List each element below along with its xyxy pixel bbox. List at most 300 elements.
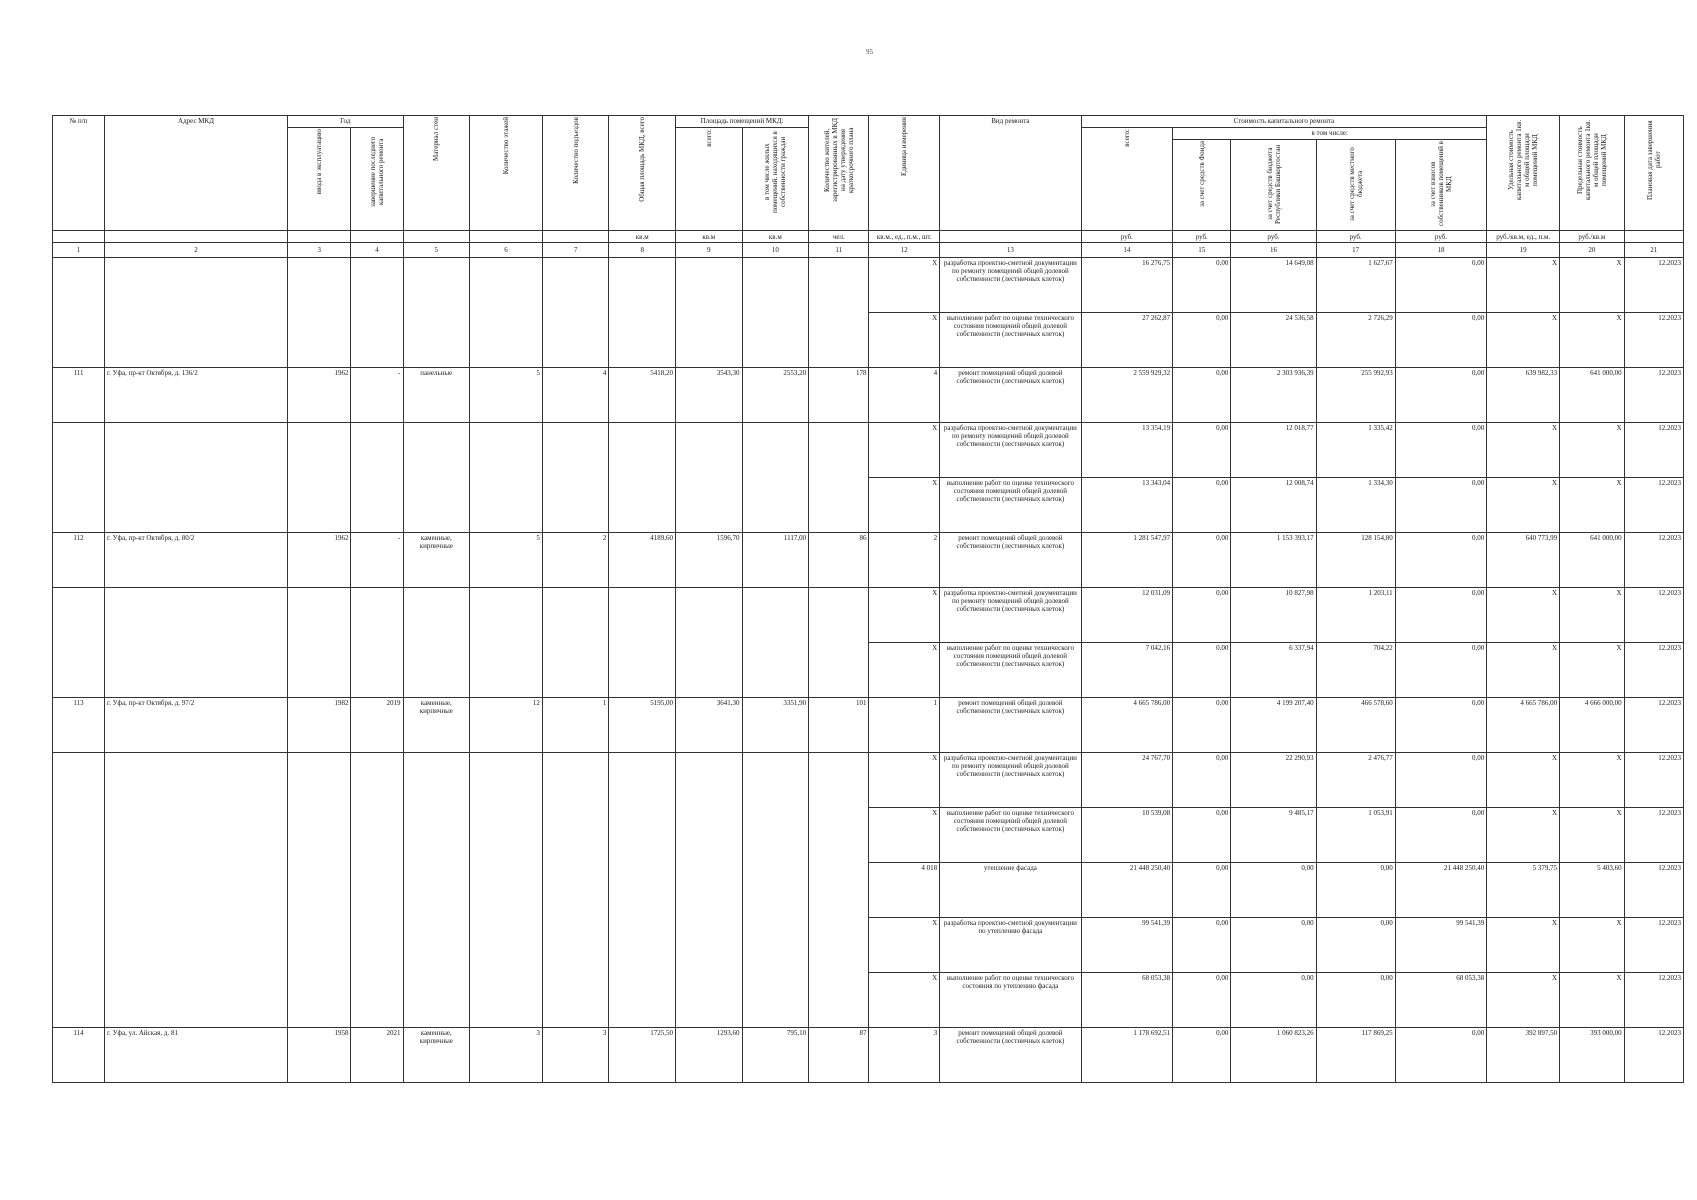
- cost-local-cell: 2 476,77: [1316, 753, 1395, 808]
- address-cell: г. Уфа, пр-кт Октября, д. 97/2: [105, 698, 288, 753]
- unit-value-cell: X: [869, 588, 940, 643]
- year-last-repair-cell: [351, 808, 403, 863]
- column-number: 13: [940, 243, 1081, 258]
- area-total-cell: [675, 973, 742, 1028]
- address-cell: [105, 808, 288, 863]
- unit-value-cell: X: [869, 423, 940, 478]
- unit-value-cell: X: [869, 643, 940, 698]
- area-total-cell: 3641,30: [675, 698, 742, 753]
- year-commissioning-cell: [288, 753, 351, 808]
- col-header-unit: Единица измерения: [869, 116, 940, 231]
- cost-total-cell: 21 448 250,40: [1081, 863, 1173, 918]
- cost-republic-cell: 9 485,17: [1231, 808, 1316, 863]
- floors-cell: [470, 478, 543, 533]
- floors-cell: [470, 973, 543, 1028]
- cost-owners-cell: 68 053,38: [1395, 973, 1487, 1028]
- limit-cost-cell: 641 000,00: [1560, 533, 1624, 588]
- planned-date-cell: 12.2023: [1624, 863, 1683, 918]
- year-commissioning-cell: 1962: [288, 368, 351, 423]
- repair-type-cell: ремонт помещений общей долевой собственности (лестничных клеток): [940, 368, 1081, 423]
- address-cell: [105, 973, 288, 1028]
- table-row: [53, 313, 1684, 368]
- column-number: 11: [809, 243, 869, 258]
- year-last-repair-cell: [351, 588, 403, 643]
- row-number: [53, 423, 105, 478]
- total-area-cell: [609, 313, 676, 368]
- repair-type-cell: выполнение работ по оценке технического состояния помещений общей долевой собственности (лестничных клеток): [940, 643, 1081, 698]
- cost-owners-cell: 21 448 250,40: [1395, 863, 1487, 918]
- area-residential-cell: 795,10: [742, 1028, 809, 1083]
- col-header-cost-subgroup: в том числе:: [1173, 128, 1487, 140]
- cost-total-cell: 4 665 786,00: [1081, 698, 1173, 753]
- area-total-cell: [675, 588, 742, 643]
- row-number: [53, 753, 105, 808]
- unit-cost-cell: X: [1487, 918, 1560, 973]
- table-row: [53, 533, 1684, 588]
- area-residential-cell: [742, 643, 809, 698]
- address-cell: [105, 258, 288, 313]
- year-commissioning-cell: [288, 863, 351, 918]
- year-last-repair-cell: [351, 478, 403, 533]
- cost-total-cell: 16 276,75: [1081, 258, 1173, 313]
- limit-cost-cell: X: [1560, 588, 1624, 643]
- cost-republic-cell: 0,00: [1231, 973, 1316, 1028]
- unit-cell: [403, 231, 470, 243]
- cost-owners-cell: 0,00: [1395, 1028, 1487, 1083]
- unit-cost-cell: X: [1487, 808, 1560, 863]
- address-cell: [105, 643, 288, 698]
- column-number: 6: [470, 243, 543, 258]
- cost-local-cell: 1 335,42: [1316, 423, 1395, 478]
- cost-local-cell: 128 154,80: [1316, 533, 1395, 588]
- address-cell: [105, 753, 288, 808]
- limit-cost-cell: X: [1560, 423, 1624, 478]
- unit-value-cell: 1: [869, 698, 940, 753]
- unit-value-cell: X: [869, 808, 940, 863]
- wall-material-cell: [403, 863, 470, 918]
- cost-total-cell: 13 354,19: [1081, 423, 1173, 478]
- planned-date-cell: 12.2023: [1624, 808, 1683, 863]
- col-header-entrances: Количество подъездов: [542, 116, 609, 231]
- total-area-cell: [609, 643, 676, 698]
- cost-owners-cell: 0,00: [1395, 368, 1487, 423]
- col-header-year-commissioning: ввода в эксплуатацию: [288, 128, 351, 231]
- total-area-cell: [609, 588, 676, 643]
- wall-material-cell: [403, 643, 470, 698]
- address-cell: г. Уфа, пр-кт Октября, д. 136/2: [105, 368, 288, 423]
- limit-cost-cell: X: [1560, 753, 1624, 808]
- cost-owners-cell: 0,00: [1395, 533, 1487, 588]
- unit-cell: кв.м: [675, 231, 742, 243]
- year-last-repair-cell: [351, 258, 403, 313]
- column-numbers-row: [53, 243, 1684, 258]
- row-number: [53, 808, 105, 863]
- table-row: [53, 918, 1684, 973]
- unit-cell: [105, 231, 288, 243]
- row-number: [53, 918, 105, 973]
- entrances-cell: [542, 808, 609, 863]
- table-row: [53, 1028, 1684, 1083]
- cost-fund-cell: 0,00: [1173, 808, 1231, 863]
- area-total-cell: [675, 478, 742, 533]
- year-commissioning-cell: [288, 423, 351, 478]
- residents-cell: [809, 863, 869, 918]
- cost-owners-cell: 0,00: [1395, 808, 1487, 863]
- col-header-area-total: всего:: [675, 128, 742, 231]
- row-number: [53, 643, 105, 698]
- total-area-cell: [609, 478, 676, 533]
- table-row: [53, 698, 1684, 753]
- unit-cost-cell: X: [1487, 753, 1560, 808]
- year-commissioning-cell: [288, 588, 351, 643]
- repair-type-cell: ремонт помещений общей долевой собственности (лестничных клеток): [940, 1028, 1081, 1083]
- wall-material-cell: каменные, кирпичные: [403, 533, 470, 588]
- cost-total-cell: 1 178 692,51: [1081, 1028, 1173, 1083]
- cost-fund-cell: 0,00: [1173, 753, 1231, 808]
- planned-date-cell: 12.2023: [1624, 643, 1683, 698]
- address-cell: г. Уфа, ул. Айская, д. 81: [105, 1028, 288, 1083]
- area-total-cell: [675, 258, 742, 313]
- cost-total-cell: 2 559 929,32: [1081, 368, 1173, 423]
- unit-cost-cell: X: [1487, 478, 1560, 533]
- entrances-cell: 2: [542, 533, 609, 588]
- year-commissioning-cell: 1962: [288, 533, 351, 588]
- area-residential-cell: [742, 313, 809, 368]
- planned-date-cell: 12.2023: [1624, 1028, 1683, 1083]
- cost-fund-cell: 0,00: [1173, 588, 1231, 643]
- entrances-cell: [542, 423, 609, 478]
- unit-cell: [1624, 231, 1683, 243]
- col-header-residents: Количество жителей, зарегистрированных в МКД на дату утверждения краткосрочного плана: [809, 116, 869, 231]
- year-commissioning-cell: [288, 808, 351, 863]
- area-total-cell: [675, 918, 742, 973]
- column-number: 7: [542, 243, 609, 258]
- wall-material-cell: [403, 423, 470, 478]
- limit-cost-cell: X: [1560, 313, 1624, 368]
- cost-local-cell: 1 627,67: [1316, 258, 1395, 313]
- area-residential-cell: 2553,20: [742, 368, 809, 423]
- column-number: 15: [1173, 243, 1231, 258]
- residents-cell: [809, 643, 869, 698]
- table-row: [53, 753, 1684, 808]
- cost-owners-cell: 99 541,39: [1395, 918, 1487, 973]
- limit-cost-cell: 393 000,00: [1560, 1028, 1624, 1083]
- planned-date-cell: 12.2023: [1624, 533, 1683, 588]
- repair-type-cell: выполнение работ по оценке технического состояния помещений общей долевой собственности (лестничных клеток): [940, 313, 1081, 368]
- entrances-cell: [542, 258, 609, 313]
- repair-type-cell: разработка проектно-сметной документации по ремонту помещений общей долевой собственности (лестничных клеток): [940, 258, 1081, 313]
- column-number: 1: [53, 243, 105, 258]
- col-header-repair-type: Вид ремонта: [940, 116, 1081, 231]
- entrances-cell: 1: [542, 698, 609, 753]
- address-cell: [105, 918, 288, 973]
- total-area-cell: 5195,00: [609, 698, 676, 753]
- planned-date-cell: 12.2023: [1624, 478, 1683, 533]
- year-last-repair-cell: 2021: [351, 1028, 403, 1083]
- unit-cell: руб./кв.м: [1560, 231, 1624, 243]
- cost-republic-cell: 22 290,93: [1231, 753, 1316, 808]
- limit-cost-cell: 5 403,60: [1560, 863, 1624, 918]
- cost-fund-cell: 0,00: [1173, 1028, 1231, 1083]
- total-area-cell: 1725,50: [609, 1028, 676, 1083]
- residents-cell: [809, 423, 869, 478]
- year-last-repair-cell: [351, 973, 403, 1028]
- cost-republic-cell: 1 060 823,26: [1231, 1028, 1316, 1083]
- area-total-cell: [675, 423, 742, 478]
- total-area-cell: [609, 918, 676, 973]
- total-area-cell: [609, 753, 676, 808]
- repair-type-cell: выполнение работ по оценке технического состояния по утеплению фасада: [940, 973, 1081, 1028]
- column-number: 17: [1316, 243, 1395, 258]
- limit-cost-cell: X: [1560, 258, 1624, 313]
- year-last-repair-cell: -: [351, 533, 403, 588]
- unit-cost-cell: 392 897,50: [1487, 1028, 1560, 1083]
- col-header-planned-date: Плановая дата завершения работ: [1624, 116, 1683, 231]
- address-cell: [105, 863, 288, 918]
- unit-cost-cell: X: [1487, 643, 1560, 698]
- cost-owners-cell: 0,00: [1395, 753, 1487, 808]
- year-last-repair-cell: [351, 753, 403, 808]
- area-residential-cell: [742, 753, 809, 808]
- residents-cell: [809, 753, 869, 808]
- unit-cell: руб./кв.м, ед., п.м.: [1487, 231, 1560, 243]
- planned-date-cell: 12.2023: [1624, 588, 1683, 643]
- cost-fund-cell: 0,00: [1173, 368, 1231, 423]
- unit-value-cell: X: [869, 973, 940, 1028]
- repair-type-cell: выполнение работ по оценке технического состояния помещений общей долевой собственности (лестничных клеток): [940, 478, 1081, 533]
- column-number: 20: [1560, 243, 1624, 258]
- cost-total-cell: 10 539,08: [1081, 808, 1173, 863]
- cost-fund-cell: 0,00: [1173, 313, 1231, 368]
- unit-cell: [53, 231, 105, 243]
- year-commissioning-cell: [288, 643, 351, 698]
- unit-cost-cell: X: [1487, 588, 1560, 643]
- repair-type-cell: разработка проектно-сметной документации по ремонту помещений общей долевой собственности (лестничных клеток): [940, 753, 1081, 808]
- table-row: [53, 808, 1684, 863]
- area-total-cell: [675, 863, 742, 918]
- row-number: [53, 973, 105, 1028]
- row-number: [53, 478, 105, 533]
- col-header-wall-material: Материал стен: [403, 116, 470, 231]
- unit-cell: [470, 231, 543, 243]
- cost-republic-cell: 12 018,77: [1231, 423, 1316, 478]
- cost-owners-cell: 0,00: [1395, 698, 1487, 753]
- wall-material-cell: [403, 258, 470, 313]
- planned-date-cell: 12.2023: [1624, 258, 1683, 313]
- cost-fund-cell: 0,00: [1173, 258, 1231, 313]
- cost-republic-cell: 2 303 936,39: [1231, 368, 1316, 423]
- unit-value-cell: 4: [869, 368, 940, 423]
- cost-total-cell: 27 262,87: [1081, 313, 1173, 368]
- column-number: 5: [403, 243, 470, 258]
- entrances-cell: 4: [542, 368, 609, 423]
- column-number: 16: [1231, 243, 1316, 258]
- area-total-cell: 3543,30: [675, 368, 742, 423]
- row-number: 111: [53, 368, 105, 423]
- cost-republic-cell: 24 536,58: [1231, 313, 1316, 368]
- cost-fund-cell: 0,00: [1173, 423, 1231, 478]
- column-number: 3: [288, 243, 351, 258]
- table-body: [53, 258, 1684, 1083]
- row-number: [53, 863, 105, 918]
- cost-total-cell: 7 042,16: [1081, 643, 1173, 698]
- year-commissioning-cell: [288, 918, 351, 973]
- cost-republic-cell: 1 153 393,17: [1231, 533, 1316, 588]
- area-total-cell: [675, 643, 742, 698]
- entrances-cell: [542, 588, 609, 643]
- column-number: 8: [609, 243, 676, 258]
- year-last-repair-cell: 2019: [351, 698, 403, 753]
- floors-cell: [470, 643, 543, 698]
- planned-date-cell: 12.2023: [1624, 368, 1683, 423]
- cost-total-cell: 68 053,38: [1081, 973, 1173, 1028]
- year-last-repair-cell: [351, 423, 403, 478]
- unit-cell: руб.: [1316, 231, 1395, 243]
- unit-value-cell: 2: [869, 533, 940, 588]
- table-row: [53, 368, 1684, 423]
- entrances-cell: [542, 918, 609, 973]
- floors-cell: [470, 918, 543, 973]
- cost-local-cell: 0,00: [1316, 863, 1395, 918]
- capital-repair-table: [52, 115, 1684, 1083]
- column-number: 12: [869, 243, 940, 258]
- limit-cost-cell: X: [1560, 973, 1624, 1028]
- cost-republic-cell: 6 337,94: [1231, 643, 1316, 698]
- unit-cell: руб.: [1081, 231, 1173, 243]
- header-row-1: [53, 116, 1684, 128]
- area-total-cell: [675, 313, 742, 368]
- cost-local-cell: 117 869,25: [1316, 1028, 1395, 1083]
- cost-republic-cell: 0,00: [1231, 863, 1316, 918]
- limit-cost-cell: X: [1560, 643, 1624, 698]
- table-row: [53, 643, 1684, 698]
- cost-republic-cell: 12 008,74: [1231, 478, 1316, 533]
- year-commissioning-cell: 1982: [288, 698, 351, 753]
- cost-fund-cell: 0,00: [1173, 643, 1231, 698]
- limit-cost-cell: X: [1560, 478, 1624, 533]
- col-header-year-last-repair: завершение последнего капитального ремонта: [351, 128, 403, 231]
- floors-cell: [470, 753, 543, 808]
- col-header-year-group: Год: [288, 116, 403, 128]
- limit-cost-cell: X: [1560, 808, 1624, 863]
- unit-value-cell: 4 018: [869, 863, 940, 918]
- area-residential-cell: 1117,00: [742, 533, 809, 588]
- cost-republic-cell: 10 827,98: [1231, 588, 1316, 643]
- cost-local-cell: 255 992,93: [1316, 368, 1395, 423]
- page-number: 95: [866, 48, 873, 56]
- area-residential-cell: [742, 423, 809, 478]
- cost-fund-cell: 0,00: [1173, 698, 1231, 753]
- area-total-cell: [675, 753, 742, 808]
- planned-date-cell: 12.2023: [1624, 423, 1683, 478]
- address-cell: [105, 423, 288, 478]
- cost-republic-cell: 0,00: [1231, 918, 1316, 973]
- floors-cell: 12: [470, 698, 543, 753]
- floors-cell: 3: [470, 1028, 543, 1083]
- unit-value-cell: X: [869, 753, 940, 808]
- area-total-cell: 1596,70: [675, 533, 742, 588]
- area-residential-cell: [742, 808, 809, 863]
- table-row: [53, 258, 1684, 313]
- column-number: 9: [675, 243, 742, 258]
- residents-cell: 86: [809, 533, 869, 588]
- unit-cell: [288, 231, 351, 243]
- residents-cell: 101: [809, 698, 869, 753]
- entrances-cell: [542, 313, 609, 368]
- residents-cell: 87: [809, 1028, 869, 1083]
- col-header-floors: Количество этажей: [470, 116, 543, 231]
- unit-value-cell: X: [869, 478, 940, 533]
- wall-material-cell: панельные: [403, 368, 470, 423]
- unit-cost-cell: X: [1487, 423, 1560, 478]
- cost-fund-cell: 0,00: [1173, 478, 1231, 533]
- unit-cost-cell: 5 379,75: [1487, 863, 1560, 918]
- col-header-no: № п/п: [53, 116, 105, 231]
- table-row: [53, 863, 1684, 918]
- col-header-area-residential: в том числе жилых помещений, находящихся в собственности граждан: [742, 128, 809, 231]
- residents-cell: [809, 808, 869, 863]
- col-header-cost-local: за счет средств местного бюджета: [1316, 140, 1395, 231]
- unit-cell: кв.м: [742, 231, 809, 243]
- cost-fund-cell: 0,00: [1173, 918, 1231, 973]
- area-residential-cell: [742, 863, 809, 918]
- planned-date-cell: 12.2023: [1624, 313, 1683, 368]
- column-number: 4: [351, 243, 403, 258]
- floors-cell: [470, 588, 543, 643]
- limit-cost-cell: 641 000,00: [1560, 368, 1624, 423]
- total-area-cell: [609, 973, 676, 1028]
- residents-cell: [809, 588, 869, 643]
- unit-cell: руб.: [1173, 231, 1231, 243]
- row-number: 112: [53, 533, 105, 588]
- floors-cell: [470, 863, 543, 918]
- planned-date-cell: 12.2023: [1624, 973, 1683, 1028]
- cost-fund-cell: 0,00: [1173, 863, 1231, 918]
- unit-value-cell: 3: [869, 1028, 940, 1083]
- units-row: [53, 231, 1684, 243]
- row-number: [53, 258, 105, 313]
- unit-cell: кв.м., ед., п.м., шт.: [869, 231, 940, 243]
- repair-type-cell: разработка проектно-сметной документации по ремонту помещений общей долевой собственности (лестничных клеток): [940, 423, 1081, 478]
- unit-cost-cell: 639 982,33: [1487, 368, 1560, 423]
- total-area-cell: [609, 863, 676, 918]
- cost-owners-cell: 0,00: [1395, 423, 1487, 478]
- cost-local-cell: 1 203,11: [1316, 588, 1395, 643]
- residents-cell: 178: [809, 368, 869, 423]
- unit-cell: кв.м: [609, 231, 676, 243]
- area-residential-cell: 3351,90: [742, 698, 809, 753]
- row-number: 114: [53, 1028, 105, 1083]
- floors-cell: 5: [470, 368, 543, 423]
- cost-local-cell: 466 578,60: [1316, 698, 1395, 753]
- year-commissioning-cell: [288, 478, 351, 533]
- cost-total-cell: 1 281 547,97: [1081, 533, 1173, 588]
- cost-owners-cell: 0,00: [1395, 313, 1487, 368]
- unit-cell: чел.: [809, 231, 869, 243]
- cost-fund-cell: 0,00: [1173, 533, 1231, 588]
- column-number: 19: [1487, 243, 1560, 258]
- area-total-cell: [675, 808, 742, 863]
- limit-cost-cell: 4 666 000,00: [1560, 698, 1624, 753]
- unit-cell: руб.: [1231, 231, 1316, 243]
- address-cell: [105, 313, 288, 368]
- col-header-unit-cost: Удельная стоимость капитального ремонта 1кв. м общей площади помещений МКД: [1487, 116, 1560, 231]
- residents-cell: [809, 973, 869, 1028]
- col-header-cost-fund: за счет средств Фонда: [1173, 140, 1231, 231]
- wall-material-cell: каменные, кирпичные: [403, 698, 470, 753]
- cost-republic-cell: 14 649,08: [1231, 258, 1316, 313]
- entrances-cell: [542, 863, 609, 918]
